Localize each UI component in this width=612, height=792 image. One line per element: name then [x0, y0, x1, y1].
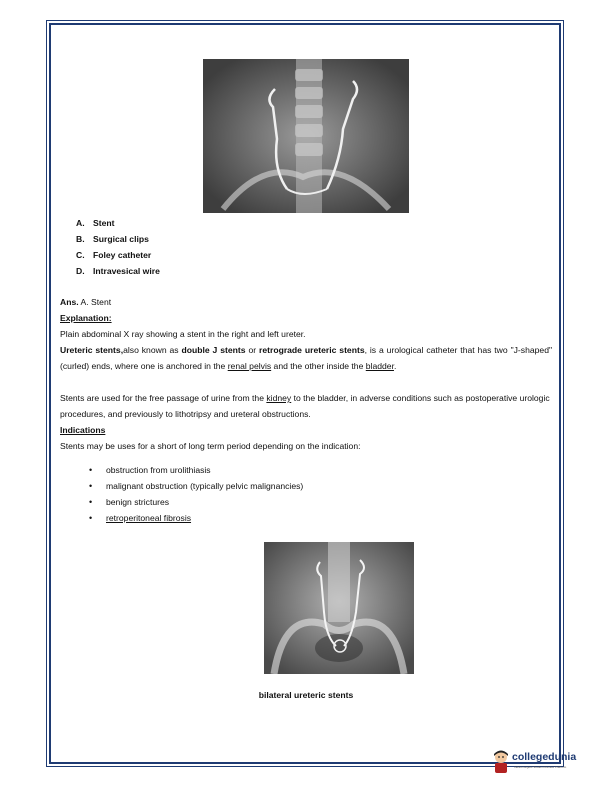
option-a[interactable]: A. Stent	[76, 218, 115, 228]
list-item[interactable]	[60, 510, 552, 526]
bladder-link[interactable]: bladder	[365, 361, 394, 371]
indications-list	[60, 462, 552, 526]
xray-image-bottom	[264, 542, 414, 674]
logo-text: collegedunia	[512, 751, 577, 763]
indications-intro: Stents may be uses for a short of long term period depending on the indication:	[60, 441, 361, 451]
indications-heading: Indications	[60, 425, 106, 435]
explanation-line-1: Plain abdominal X ray showing a stent in the right and left ureter.	[60, 329, 306, 339]
option-c[interactable]: C. Foley catheter	[76, 250, 152, 260]
option-b[interactable]: B. Surgical clips	[76, 234, 149, 244]
collegedunia-logo[interactable]	[488, 747, 578, 777]
explanation-paragraph-3: Stents are used for the free passage of urine from the kidney to the bladder, in adverse conditions such as postoperative urologic procedures, and previously to lithotripsy and ureteral obstructions.	[60, 393, 550, 419]
answer-content	[60, 294, 552, 526]
option-d[interactable]: D. Intravesical wire	[76, 266, 160, 276]
list-item: • benign strictures	[60, 494, 552, 510]
image-caption: bilateral ureteric stents	[258, 690, 354, 700]
explanation-heading: Explanation:	[60, 313, 112, 323]
retroperitoneal-fibrosis-link[interactable]: retroperitoneal fibrosis	[106, 513, 192, 523]
list-item: • malignant obstruction (typically pelvic malignancies)	[60, 478, 552, 494]
logo-tagline: India's largest Student Review Platform	[514, 765, 567, 769]
renal-pelvis-link[interactable]: renal pelvis	[227, 361, 272, 371]
list-item: • obstruction from urolithiasis	[60, 462, 552, 478]
xray-image-top	[203, 59, 409, 213]
answer-options	[76, 215, 160, 279]
kidney-link[interactable]: kidney	[266, 393, 292, 403]
explanation-paragraph-2: Ureteric stents,also known as double J stents or retrograde ureteric stents, is a urological catheter that has two "J-shaped" (curled) ends, where one is anchored in the renal pelvis and the other inside the bladder.	[60, 345, 553, 371]
mascot-icon	[490, 749, 512, 775]
answer-line: Ans. A. Stent	[60, 297, 112, 307]
